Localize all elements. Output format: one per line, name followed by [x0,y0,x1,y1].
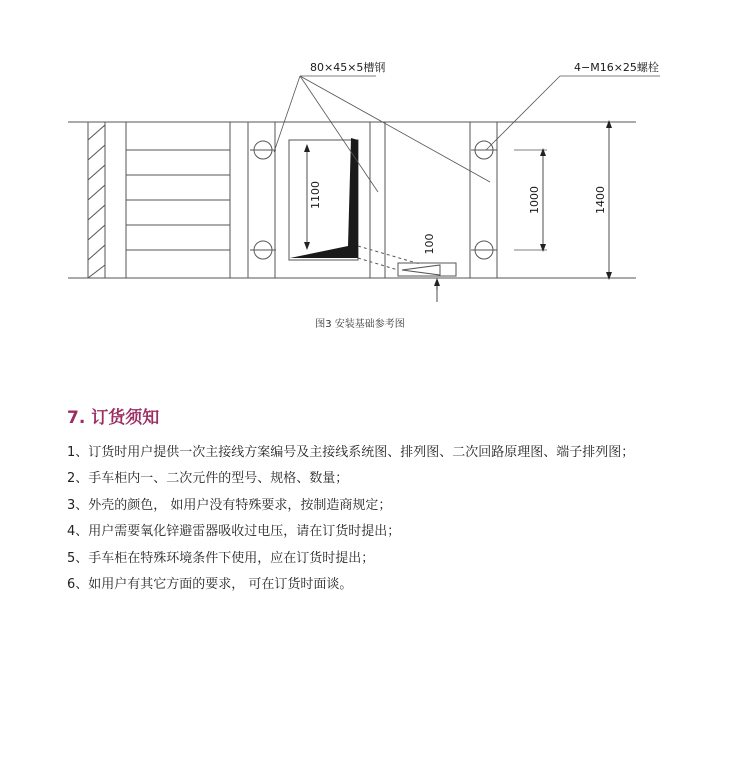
cabinet-profile-left [126,122,248,278]
ordering-notes-list [67,440,634,598]
label-dim-100: 100 [423,233,436,255]
label-dim-1000: 1000 [528,186,541,214]
leader-lines [274,76,660,192]
foundation-drawing [0,0,750,320]
figure-caption: 图3 安装基础参考图 [315,319,405,330]
list-item: 1、订货时用户提供一次主接线方案编号及主接线系统图、排列图、二次回路原理图、端子排列图； [67,445,635,460]
black-wedge [290,138,358,258]
label-dim-1400: 1400 [594,186,607,214]
list-item: 6、如用户有其它方面的要求， 可在订货时面谈。 [67,577,353,593]
label-channel-steel: 80×45×5槽钢 [310,61,386,74]
bolt-holes [250,141,497,259]
list-item: 3、外壳的颜色， 如用户没有特殊要求，按制造商规定； [67,497,392,513]
projection-lines [358,246,420,270]
list-item: 4、用户需要氧化锌避雷器吸收过电压，请在订货时提出； [67,524,401,540]
label-bolt: 4−M16×25螺栓 [574,61,659,74]
base-detail [398,263,456,276]
hatched-section [88,122,105,278]
list-item: 2、手车柜内一、二次元件的型号、规格、数量； [67,471,349,487]
list-item: 5、手车柜在特殊环境条件下使用，应在订货时提出； [67,550,375,566]
label-dim-1100: 1100 [309,181,322,209]
section-title: 7. 订货须知 [67,408,160,428]
